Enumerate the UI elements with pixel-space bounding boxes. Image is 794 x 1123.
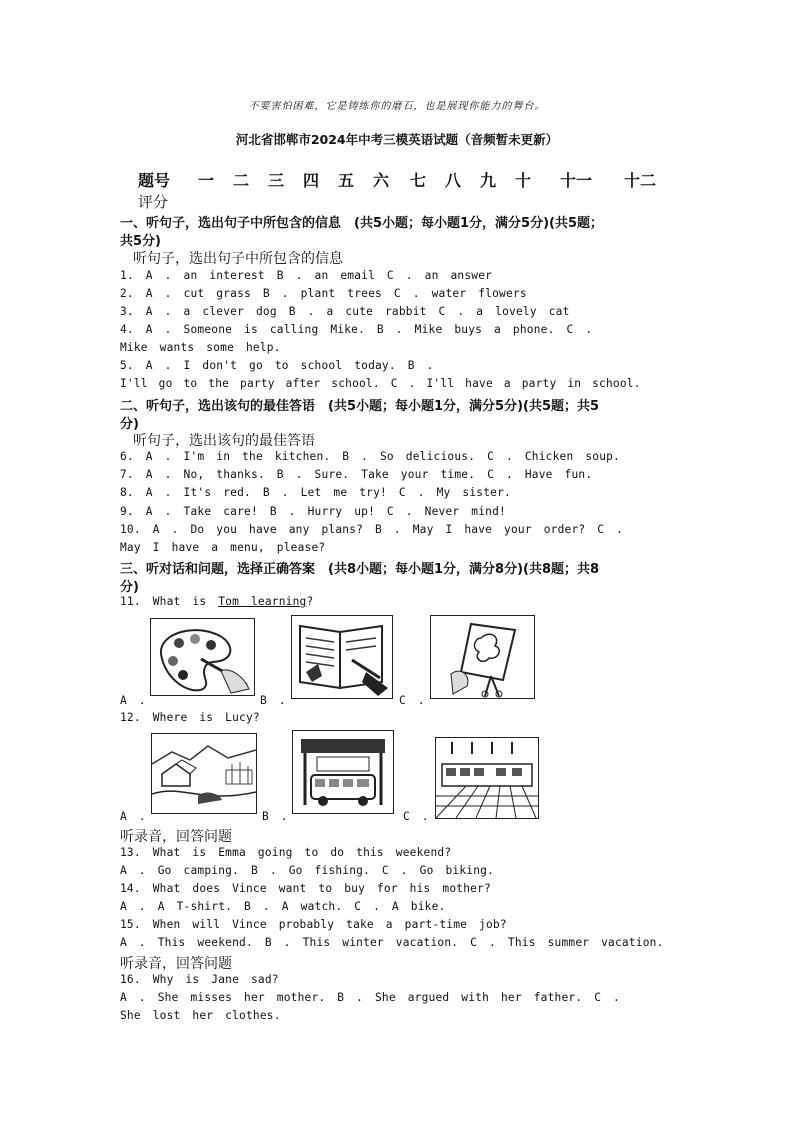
score-col-6: 六 — [373, 171, 390, 190]
score-row-label: 评分 — [138, 193, 169, 211]
score-col-5: 五 — [338, 171, 355, 190]
question-9: 9. A . Take care! B . Hurry up! C . Never mind! — [120, 505, 506, 518]
paper-cutting-picture — [430, 615, 535, 699]
score-col-9: 九 — [480, 171, 497, 190]
question-11 — [120, 595, 313, 608]
section-2-title-cont: 分) — [120, 417, 139, 432]
question-16-options: A . She misses her mother. B . She argued with her father. C . — [120, 991, 620, 1004]
section-3-title: 三、听对话和问题，选择正确答案 (共8小题；每小题1分，满分8分)(共8题；共8 — [120, 562, 600, 577]
q12-option-c-label: C . — [403, 810, 429, 823]
question-15-options: A . This weekend. B . This winter vacation. C . This summer vacation. — [120, 936, 664, 949]
score-col-12: 十二 — [624, 171, 657, 190]
question-13: 13. What is Emma going to do this weekend? — [120, 846, 452, 859]
section-2-subtitle: 听句子，选出该句的最佳答语 — [133, 433, 315, 449]
q12-option-a-label: A . — [120, 810, 146, 823]
question-13-options: A . Go camping. B . Go fishing. C . Go biking. — [120, 864, 495, 877]
score-header-label: 题号 — [138, 171, 171, 190]
listen-answer-heading-2: 听录音，回答问题 — [120, 956, 232, 972]
book-writing-picture — [291, 615, 393, 699]
question-14: 14. What does Vince want to buy for his mother? — [120, 882, 491, 895]
question-12: 12. Where is Lucy? — [120, 711, 260, 724]
motto: 不要害怕困难，它是铸练你的磨石，也是展现你能力的舞台。 — [248, 101, 546, 112]
question-16: 16. Why is Jane sad? — [120, 973, 279, 986]
question-4: 4. A . Someone is calling Mike. B . Mike buys a phone. C . — [120, 323, 593, 336]
q11-option-c-label: C . — [399, 694, 425, 707]
section-2-title: 二、听句子，选出该句的最佳答语 (共5小题；每小题1分，满分5分)(共5题；共5 — [120, 399, 600, 414]
question-4-cont: Mike wants some help. — [120, 341, 281, 354]
listen-answer-heading-1: 听录音，回答问题 — [120, 829, 232, 845]
question-6: 6. A . I'm in the kitchen. B . So delicious. C . Chicken soup. — [120, 450, 620, 463]
question-5: 5. A . I don't go to school today. B . — [120, 359, 434, 372]
section-3-title-cont: 分) — [120, 580, 139, 595]
score-col-11: 十一 — [560, 171, 593, 190]
countryside-picture — [151, 733, 257, 814]
score-col-7: 七 — [410, 171, 427, 190]
question-8: 8. A . It's red. B . Let me try! C . My sister. — [120, 486, 511, 499]
question-10: 10. A . Do you have any plans? B . May I have your order? C . — [120, 523, 624, 536]
question-16-options-cont: She lost her clothes. — [120, 1009, 281, 1022]
question-10-cont: May I have a menu, please? — [120, 541, 326, 554]
section-1-title: 一、听句子，选出句子中所包含的信息 (共5小题；每小题1分，满分5分)(共5题； — [120, 216, 604, 231]
question-1: 1. A . an interest B . an email C . an answer — [120, 269, 493, 282]
section-1-subtitle: 听句子，选出句子中所包含的信息 — [133, 251, 343, 267]
bus-stop-picture — [292, 730, 394, 814]
q12-option-b-label: B . — [262, 810, 288, 823]
score-col-2: 二 — [233, 171, 250, 190]
score-col-10: 十 — [515, 171, 532, 190]
score-table-header-row — [138, 168, 668, 188]
question-5-cont: I'll go to the party after school. C . I'll have a party in school. — [120, 377, 641, 390]
question-3: 3. A . a clever dog B . a cute rabbit C . a lovely cat — [120, 305, 570, 318]
score-col-8: 八 — [445, 171, 462, 190]
question-14-options: A . A T-shirt. B . A watch. C . A bike. — [120, 900, 446, 913]
score-col-3: 三 — [268, 171, 285, 190]
question-15: 15. When will Vince probably take a part-time job? — [120, 918, 507, 931]
question-7: 7. A . No, thanks. B . Sure. Take your time. C . Have fun. — [120, 468, 593, 481]
section-1-title-cont: 共5分) — [120, 234, 161, 249]
city-street-picture — [435, 737, 539, 819]
question-11-text: 11. What is — [120, 595, 219, 608]
question-11-underlined: Tom learning — [218, 595, 307, 608]
question-11-mark: ? — [306, 595, 314, 608]
page-title: 河北省邯郸市2024年中考三模英语试题（音频暂未更新） — [235, 132, 559, 147]
score-col-1: 一 — [198, 171, 215, 190]
q11-option-a-label: A . — [120, 694, 146, 707]
q11-option-b-label: B . — [260, 694, 286, 707]
palette-picture — [150, 618, 255, 696]
score-col-4: 四 — [303, 171, 320, 190]
question-2: 2. A . cut grass B . plant trees C . water flowers — [120, 287, 527, 300]
